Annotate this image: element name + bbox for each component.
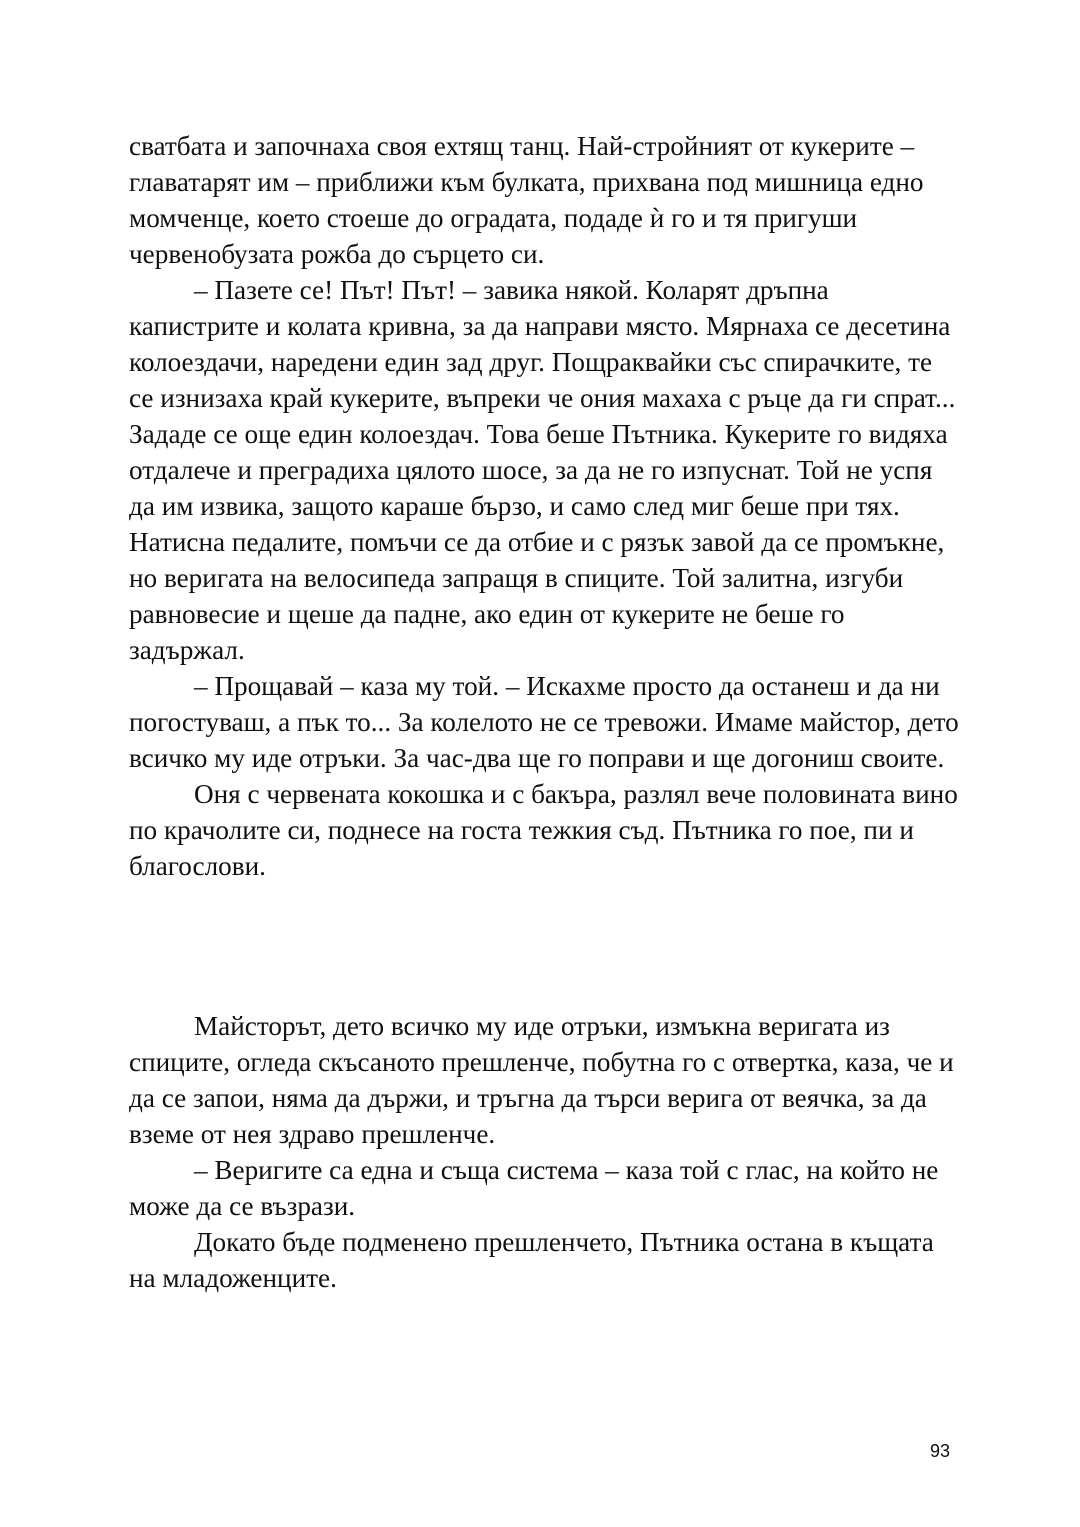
paragraph: – Пазете се! Път! Път! – завика някой. Коларят дръпна капистрите и колата кривна, за да направи място. Мярнаха се десетина колоездачи, наредени един зад друг. Пощраквайки със спирачките, те се изнизаха край кукерите, въпреки че ония махаха с ръце да ги спрат... Зададе се още един колоездач. Това беше Пътника. Кукерите го видяха отдалече и преградиха цялото шосе, за да не го изпуснат. Той не успя да им извика, защото караше бързо, и само след миг беше при тях. Натисна педалите, помъчи се да отбие и с рязък завой да се промъкне, но веригата на велосипеда запращя в спиците. Той залитна, изгуби равновесие и щеше да падне, ако един от кукерите не беше го задържал.: [129, 275, 956, 665]
paragraph: – Веригите са една и съща система – каза той с глас, на който не може да се възрази.: [129, 1155, 939, 1221]
paragraph: Докато бъде подменено прешленчето, Пътника остана в къщата на младоженците.: [129, 1227, 934, 1293]
paragraph: – Прощавай – каза му той. – Искахме просто да останеш и да ни погостуваш, а пък то... За колелото не се тревожи. Имаме майстор, дето всичко му иде отръки. За час-два ще го поправи и ще догониш своите.: [129, 671, 959, 773]
paragraph: сватбата и започнаха своя ехтящ танц. Най-стройният от кукерите – главатарят им – приближи към булката, прихвана под мишница едно момченце, което стоеше до оградата, подаде ѝ го и тя пригуши червенобузата рожба до сърцето си.: [129, 131, 924, 269]
text-section-2: [129, 1008, 959, 1296]
paragraph: Оня с червената кокошка и с бакъра, разлял вече половината вино по крачолите си, поднесе на госта тежкия съд. Пътника го пое, пи и благослови.: [129, 779, 958, 881]
paragraph: Майсторът, дето всичко му иде отръки, измъкна веригата из спиците, огледа скъсаното прешленче, побутна го с отвертка, каза, че и да се запои, няма да държи, и тръгна да търси верига от веячка, за да вземе от нея здраво прешленче.: [129, 1011, 954, 1149]
page-number: 93: [929, 1441, 950, 1461]
text-section-1: [129, 128, 959, 884]
